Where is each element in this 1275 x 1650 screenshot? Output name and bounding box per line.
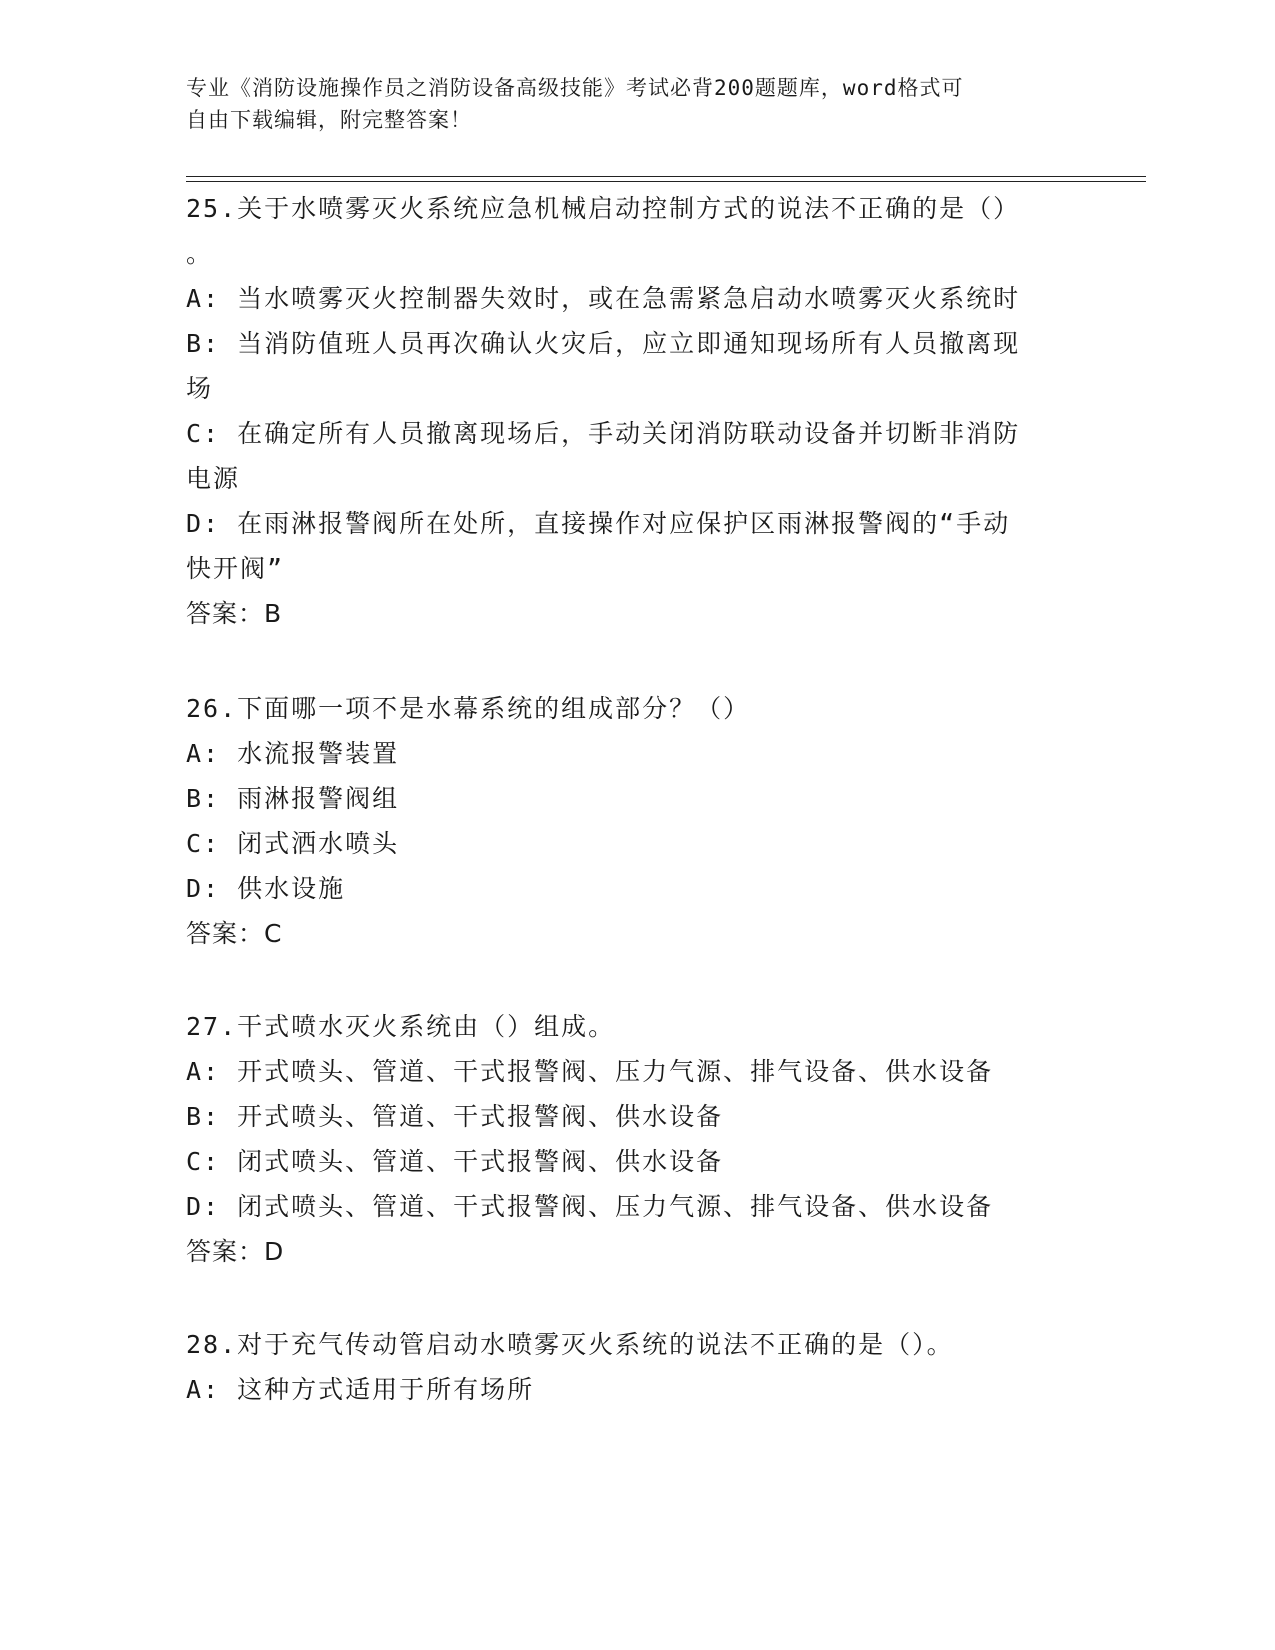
- question-stem: 25.关于水喷雾灭火系统应急机械启动控制方式的说法不正确的是（）: [186, 194, 1021, 223]
- question-27: [186, 1004, 1086, 1274]
- question-stem: 27.干式喷水灭火系统由（）组成。: [186, 1012, 616, 1041]
- option-c: C: 闭式洒水喷头: [186, 829, 400, 858]
- document-header: [186, 72, 1066, 136]
- option-d: D: 在雨淋报警阀所在处所，直接操作对应保护区雨淋报警阀的“手动: [186, 509, 1011, 538]
- option-a: A: 这种方式适用于所有场所: [186, 1375, 535, 1404]
- option-d: D: 闭式喷头、管道、干式报警阀、压力气源、排气设备、供水设备: [186, 1192, 994, 1221]
- question-stem: 28.对于充气传动管启动水喷雾灭火系统的说法不正确的是（）。: [186, 1330, 954, 1359]
- option-b: B: 当消防值班人员再次确认火灾后，应立即通知现场所有人员撤离现: [186, 329, 1021, 358]
- question-25: [186, 186, 1086, 636]
- answer-label: 答案：D: [186, 1237, 285, 1266]
- option-a: A: 当水喷雾灭火控制器失效时，或在急需紧急启动水喷雾灭火系统时: [186, 284, 1021, 313]
- header-line-2: 自由下载编辑，附完整答案！: [186, 108, 472, 132]
- option-d-continued: 快开阀”: [186, 554, 285, 583]
- answer-label: 答案：C: [186, 919, 283, 948]
- option-a: A: 开式喷头、管道、干式报警阀、压力气源、排气设备、供水设备: [186, 1057, 994, 1086]
- option-c: C: 闭式喷头、管道、干式报警阀、供水设备: [186, 1147, 724, 1176]
- header-divider-bottom: [186, 181, 1146, 182]
- option-d: D: 供水设施: [186, 874, 346, 903]
- question-stem-continued: 。: [186, 239, 214, 268]
- option-c: C: 在确定所有人员撤离现场后，手动关闭消防联动设备并切断非消防: [186, 419, 1021, 448]
- option-c-continued: 电源: [186, 464, 241, 493]
- question-stem: 26.下面哪一项不是水幕系统的组成部分？（）: [186, 694, 751, 723]
- option-b-continued: 场: [186, 374, 214, 403]
- question-26: [186, 686, 1086, 956]
- option-b: B: 开式喷头、管道、干式报警阀、供水设备: [186, 1102, 724, 1131]
- header-line-1: 专业《消防设施操作员之消防设备高级技能》考试必背200题题库，word格式可: [186, 76, 964, 100]
- header-divider-top: [186, 176, 1146, 177]
- option-a: A: 水流报警装置: [186, 739, 400, 768]
- question-28: [186, 1322, 1086, 1412]
- answer-label: 答案：B: [186, 599, 283, 628]
- option-b: B: 雨淋报警阀组: [186, 784, 400, 813]
